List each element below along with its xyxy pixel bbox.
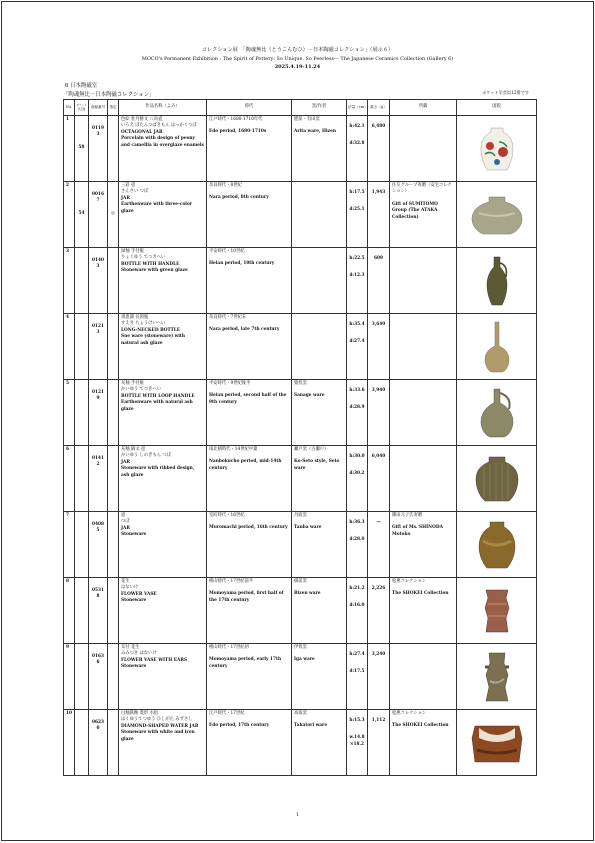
row-no: 8 — [64, 578, 75, 644]
row-title-cell — [119, 116, 207, 182]
row-image-tanba — [457, 512, 537, 578]
row-period-jp: 平安時代・10世紀 — [209, 249, 245, 254]
room-label: 6 日本陶磁室 — [65, 83, 98, 89]
row-height: h:33.6 — [349, 388, 365, 393]
row-pocket: 54 — [75, 182, 89, 248]
table-row-7 — [64, 512, 537, 578]
row-no: 2 — [64, 182, 75, 248]
row-image-bizen — [457, 578, 537, 644]
row-period-jp: 南北朝時代・14世紀中葉 — [209, 447, 258, 452]
row-kiln-jp: 瀬戸窯（古瀬戸） — [294, 447, 329, 452]
row-desc-en: Stoneware — [121, 532, 147, 538]
row-height: h:17.5 — [349, 190, 365, 195]
row-pocket — [75, 380, 89, 446]
row-image-waterjar — [457, 710, 537, 776]
row-designation — [108, 578, 119, 644]
row-pocket — [75, 248, 89, 314]
row-provenance-cell — [390, 116, 457, 182]
row-kiln-jp: 備前窯 — [294, 579, 307, 584]
row-period-cell — [207, 116, 292, 182]
row-kiln-en: Iga ware — [294, 657, 315, 663]
row-diameter: d:28.9 — [349, 405, 365, 411]
row-pocket — [75, 512, 89, 578]
table-row-6 — [64, 446, 537, 512]
row-image-ewer — [457, 248, 537, 314]
row-title-cell — [119, 446, 207, 512]
row-title-cell — [119, 512, 207, 578]
row-height: h:36.3 — [349, 520, 365, 525]
row-period-jp: 江戸時代・17世紀 — [209, 711, 245, 716]
row-pocket — [75, 578, 89, 644]
row-period-cell — [207, 644, 292, 710]
row-desc-en: Earthenware with natural ash glaze — [121, 400, 193, 412]
table-row-3 — [64, 248, 537, 314]
row-kiln-en: Tanba ware — [294, 525, 322, 531]
col-provenance: 所蔵 — [390, 100, 457, 116]
row-desc-en: Sue ware (stoneware) with natural ash glaze — [121, 334, 186, 346]
row-reg-number: 01193 — [89, 116, 108, 182]
row-period-jp: 奈良時代・8世紀 — [209, 183, 242, 188]
row-prov-en: Gift of SUMITOMO Group (The ATAKA Collection) — [392, 201, 438, 220]
row-designation: ◎ — [108, 182, 119, 248]
table-row-8 — [64, 578, 537, 644]
row-period-cell — [207, 578, 292, 644]
row-desc-en: Stoneware with white and iron glaze — [121, 730, 195, 742]
table-header-row — [64, 100, 537, 116]
row-title-en: JAR — [121, 195, 130, 201]
row-title-cell — [119, 314, 207, 380]
row-provenance-cell — [390, 644, 457, 710]
row-period-cell — [207, 380, 292, 446]
col-image: 図版 — [457, 100, 537, 116]
section-title: 「陶魂無比－日本陶磁コレクション」 — [63, 92, 155, 98]
row-image-longneck — [457, 314, 537, 380]
row-reg-number: 01412 — [89, 446, 108, 512]
row-height: h:27.4 — [349, 652, 365, 657]
row-reading: さんさい つぼ — [121, 189, 149, 195]
row-title-en: OCTAGONAL JAR — [121, 129, 163, 135]
row-title-en: JAR — [121, 525, 130, 531]
row-period-en: Heian period, second half of the 9th century — [209, 393, 287, 405]
document-page — [1, 1, 594, 841]
row-image-iga — [457, 644, 537, 710]
row-image-ribbed — [457, 446, 537, 512]
row-desc-en: Stoneware — [121, 664, 147, 670]
row-kiln-cell — [292, 512, 347, 578]
row-provenance-cell — [390, 380, 457, 446]
row-title-jp: 白釉鉄釉 菱形 水指 — [121, 711, 159, 716]
row-diameter: d:17.5 — [349, 669, 365, 675]
row-kiln-en: Ko-Seto style, Seto ware — [294, 459, 340, 471]
table-row-1 — [64, 116, 537, 182]
row-diameter: w.14.8×18.2 — [349, 735, 365, 747]
row-period-en: Nara period, late 7th century — [209, 327, 280, 333]
row-period-jp: 室町時代・16世紀 — [209, 513, 245, 518]
row-title-cell — [119, 644, 207, 710]
table-row-10 — [64, 710, 537, 776]
row-desc-en: Stoneware with green glaze — [121, 268, 188, 274]
table-row-2 — [64, 182, 537, 248]
row-weight: ― — [368, 512, 390, 578]
row-kiln-cell — [292, 578, 347, 644]
row-kiln-cell — [292, 446, 347, 512]
row-desc-en: Stoneware — [121, 598, 147, 604]
row-title-en: FLOWER VASE WITH EARS — [121, 657, 188, 663]
row-dims-cell — [347, 446, 368, 512]
row-dims-cell — [347, 644, 368, 710]
row-period-en: Momoyama period, first half of the 17th century — [209, 591, 284, 603]
row-weight: 609 — [368, 248, 390, 314]
row-kiln-jp: 伊賀窯 — [294, 645, 307, 650]
row-no: 7 — [64, 512, 75, 578]
row-kiln-cell — [292, 248, 347, 314]
row-no: 5 — [64, 380, 75, 446]
row-height: h:42.1 — [349, 124, 365, 129]
col-dims: 法量（cm） — [347, 100, 368, 116]
document-header — [2, 46, 593, 72]
row-dims-cell — [347, 380, 368, 446]
row-weight: 6,480 — [368, 116, 390, 182]
row-no: 1 — [64, 116, 75, 182]
row-designation — [108, 116, 119, 182]
row-designation — [108, 710, 119, 776]
row-kiln-jp: 猿投窯 — [294, 381, 307, 386]
row-no: 3 — [64, 248, 75, 314]
row-diameter: d:32.8 — [349, 141, 365, 147]
row-period-jp: 奈良時代・7世紀末 — [209, 315, 247, 320]
row-period-en: Nara period, 8th century — [209, 195, 269, 201]
row-title-jp: 三彩 壺 — [121, 183, 136, 188]
row-weight: 3,940 — [368, 380, 390, 446]
col-no: No. — [64, 100, 75, 116]
row-dims-cell — [347, 248, 368, 314]
row-provenance-cell — [390, 314, 457, 380]
row-title-jp: 緑釉 手付瓶 — [121, 249, 144, 254]
row-diameter: d:28.0 — [349, 537, 365, 543]
row-reading: つぼ — [121, 519, 130, 525]
table-row-4 — [64, 314, 537, 380]
row-title-cell — [119, 578, 207, 644]
row-title-jp: 灰釉 手付瓶 — [121, 381, 144, 386]
row-provenance-cell — [390, 248, 457, 314]
row-period-cell — [207, 248, 292, 314]
row-title-cell — [119, 182, 207, 248]
row-no: 6 — [64, 446, 75, 512]
row-kiln-en: Arita ware, Hizen — [294, 129, 336, 135]
row-reg-number: 06230 — [89, 710, 108, 776]
row-pocket — [75, 710, 89, 776]
row-period-en: Edo period, 17th century — [209, 723, 270, 729]
row-prov-jp: 松惠コレクション — [392, 579, 427, 584]
row-reg-number: 04085 — [89, 512, 108, 578]
row-image-jar — [457, 116, 537, 182]
row-designation — [108, 644, 119, 710]
row-desc-en: Earthenware with three-color glaze — [121, 202, 193, 214]
row-desc-en: Stoneware with ribbed design, ash glaze — [121, 466, 195, 478]
row-period-en: Heian period, 10th century — [209, 261, 275, 267]
row-title-jp: 須恵器 長頸瓶 — [121, 315, 149, 320]
row-title-jp: 耳付 花生 — [121, 645, 140, 650]
row-weight: 2,226 — [368, 578, 390, 644]
works-table — [63, 99, 537, 776]
header-title-jp: コレクション展 「陶魂無比（とうこんむひ）－日本陶磁コレクション」（展示６） — [201, 47, 394, 53]
row-provenance-cell — [390, 578, 457, 644]
row-dims-cell — [347, 512, 368, 578]
row-title-jp: 壺 — [121, 513, 126, 518]
row-title-jp: 灰釉 鎬文 壺 — [121, 447, 146, 452]
header-date: 2025.4.19-11.24 — [274, 64, 321, 70]
row-kiln-en: Bizen ware — [294, 591, 321, 597]
row-reading: みみつき はないけ — [121, 651, 157, 657]
row-period-cell — [207, 314, 292, 380]
row-dims-cell — [347, 116, 368, 182]
row-designation — [108, 248, 119, 314]
row-image-handle — [457, 380, 537, 446]
col-period: 時代 — [207, 100, 292, 116]
row-height: h:30.0 — [349, 454, 365, 459]
row-weight: 1,943 — [368, 182, 390, 248]
row-prov-jp: 篠田元子氏寄贈 — [392, 513, 423, 518]
row-period-jp: 桃山時代・17世紀前半 — [209, 579, 254, 584]
col-kiln: 窯/作者 — [292, 100, 347, 116]
header-title-en: MOCO's Permanent Exhibition : The Spirit of Pottery: So Unique, So Peerless― The Japanese Ceramics Collection (Gallery 6) — [141, 55, 454, 62]
row-provenance-cell — [390, 446, 457, 512]
row-diameter: d:25.1 — [349, 207, 365, 213]
row-title-cell — [119, 380, 207, 446]
row-kiln-jp: 高取窯 — [294, 711, 307, 716]
row-designation — [108, 512, 119, 578]
row-period-en: Nanbokucho period, mid-14th century — [209, 459, 282, 471]
row-period-jp: 平安時代・9世紀後半 — [209, 381, 251, 386]
row-pocket: 58 — [75, 116, 89, 182]
row-title-en: FLOWER VASE — [121, 591, 157, 597]
row-pocket — [75, 446, 89, 512]
row-no: 4 — [64, 314, 75, 380]
row-weight: 1,112 — [368, 710, 390, 776]
row-reg-number: 01403 — [89, 248, 108, 314]
row-kiln-cell — [292, 314, 347, 380]
row-period-cell — [207, 710, 292, 776]
row-reg-number: 01636 — [89, 644, 108, 710]
row-diameter: d:12.3 — [349, 273, 365, 279]
row-title-jp: 花生 — [121, 579, 130, 584]
col-reg: 登録番号 — [89, 100, 108, 116]
row-reg-number: 01219 — [89, 380, 108, 446]
row-provenance-cell — [390, 182, 457, 248]
row-weight: 3,240 — [368, 644, 390, 710]
row-prov-en: The SHOKEI Collection — [392, 591, 449, 597]
row-diameter: d:27.4 — [349, 339, 365, 345]
row-title-en: LONG-NECKED BOTTLE — [121, 327, 181, 333]
row-designation — [108, 314, 119, 380]
row-weight: 3,640 — [368, 314, 390, 380]
table-row-9 — [64, 644, 537, 710]
row-kiln-cell — [292, 710, 347, 776]
row-reg-number: 01213 — [89, 314, 108, 380]
row-pocket — [75, 644, 89, 710]
table-row-5 — [64, 380, 537, 446]
row-reading: はくゆうてつゆう ひしがた みずさし — [121, 717, 193, 723]
row-title-cell — [119, 710, 207, 776]
col-title: 作品名称（よみ） — [119, 100, 207, 116]
row-diameter: d:16.0 — [349, 603, 365, 609]
row-kiln-jp: 肥前・有田窯 — [294, 117, 320, 122]
row-reg-number: 05318 — [89, 578, 108, 644]
row-no: 9 — [64, 644, 75, 710]
row-period-jp: 桃山時代・17世紀初 — [209, 645, 249, 650]
row-reading: すえき ちょうけいへい — [121, 321, 166, 327]
row-height: h:22.5 — [349, 256, 365, 261]
row-no: 10 — [64, 710, 75, 776]
row-reading: かいゆう しのぎもん つぼ — [121, 453, 171, 459]
row-height: h:15.3 — [349, 718, 365, 723]
row-period-jp: 江戸時代・1680-1710年代 — [209, 117, 263, 122]
row-dims-cell — [347, 710, 368, 776]
row-title-jp: 色絵 牡丹椿文 八角壺 — [121, 117, 163, 122]
row-period-cell — [207, 446, 292, 512]
row-height: h:21.2 — [349, 586, 365, 591]
row-title-en: BOTTLE WITH HANDLE — [121, 261, 180, 267]
row-pocket — [75, 314, 89, 380]
row-period-cell — [207, 182, 292, 248]
row-dims-cell — [347, 578, 368, 644]
row-prov-jp: 松惠コレクション — [392, 711, 427, 716]
row-kiln-cell — [292, 182, 347, 248]
row-reg-number: 00167 — [89, 182, 108, 248]
row-reading: いろえ ぼたんつばきもん はっかくつぼ — [121, 123, 197, 129]
col-mark: 指定 — [108, 100, 119, 116]
row-kiln-cell — [292, 116, 347, 182]
row-image-round — [457, 182, 537, 248]
row-period-en: Edo period, 1680-1710s — [209, 129, 267, 135]
row-title-en: DIAMOND-SHAPED WATER JAR — [121, 723, 199, 729]
row-title-en: JAR — [121, 459, 130, 465]
row-title-en: BOTTLE WITH LOOP HANDLE — [121, 393, 195, 399]
row-prov-en: Gift of Ms. SHINODA Motoko — [392, 525, 443, 537]
row-desc-en: Porcelain with design of peony and camellia in overglaze enamels — [121, 136, 204, 148]
row-designation — [108, 380, 119, 446]
row-kiln-cell — [292, 380, 347, 446]
page-number: 1 — [295, 812, 300, 818]
row-period-en: Momoyama period, early 17th century — [209, 657, 282, 669]
row-title-cell — [119, 248, 207, 314]
col-weight: 重さ（g） — [368, 100, 390, 116]
row-designation — [108, 446, 119, 512]
row-weight: 6,040 — [368, 446, 390, 512]
row-period-en: Muromachi period, 16th century — [209, 525, 288, 531]
pocket-curator-note: ポケット学芸員12番です — [482, 90, 529, 95]
row-provenance-cell — [390, 710, 457, 776]
row-kiln-en: Takatori ware — [294, 723, 328, 729]
row-prov-jp: 住友グループ寄贈（安宅コレクション） — [392, 183, 452, 195]
row-provenance-cell — [390, 512, 457, 578]
row-reading: はないけ — [121, 585, 139, 591]
row-kiln-en: Sanage ware — [294, 393, 325, 399]
row-dims-cell — [347, 314, 368, 380]
row-diameter: d:30.2 — [349, 471, 365, 477]
row-dims-cell — [347, 182, 368, 248]
row-reading: りょくゆう てつきへい — [121, 255, 166, 261]
row-kiln-jp: 丹波窯 — [294, 513, 307, 518]
row-reading: かいゆう てつきへい — [121, 387, 162, 393]
row-period-cell — [207, 512, 292, 578]
row-prov-en: The SHOKEI Collection — [392, 723, 449, 729]
row-height: h:35.4 — [349, 322, 365, 327]
col-pocket: ポケット学芸員 — [75, 100, 89, 116]
row-kiln-cell — [292, 644, 347, 710]
